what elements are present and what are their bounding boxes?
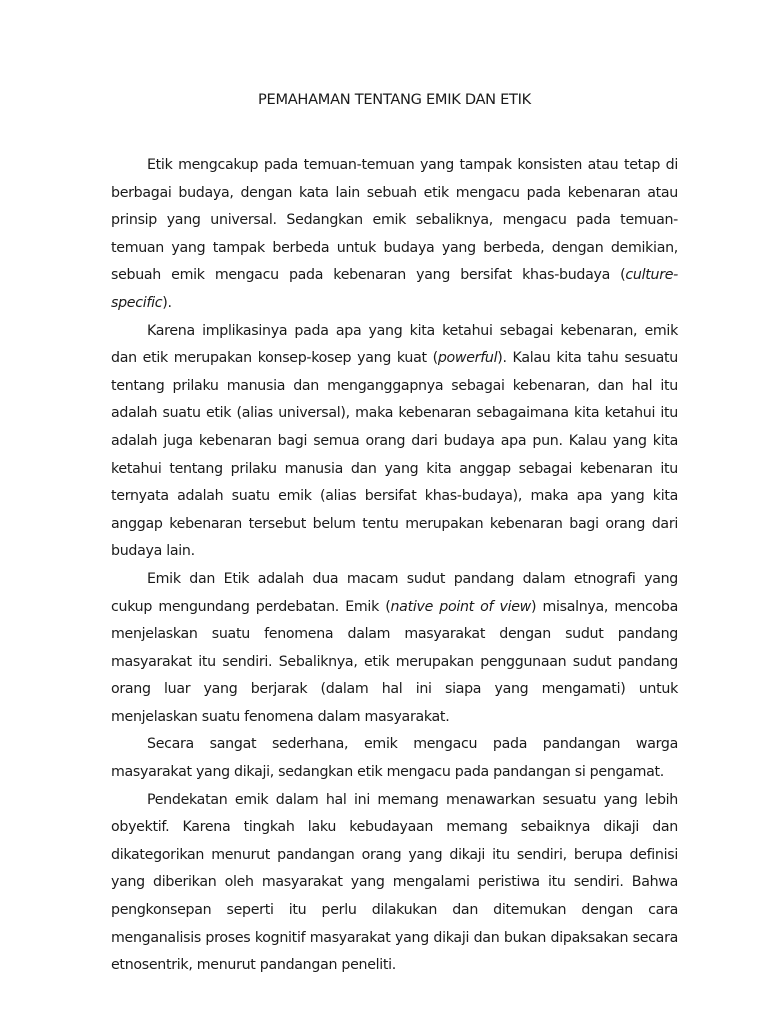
paragraph-4 <box>111 731 678 786</box>
text-run: ). Kalau kita tahu sesuatu tentang prilaku manusia dan menganggapnya sebagai kebenaran, dan hal itu adalah suatu etik (alias universal), maka kebenaran sebagaimana kita ketahui itu adalah juga kebenaran bagi semua orang dari budaya apa pun. Kalau yang kita ketahui tentang prilaku manusia dan yang kita anggap sebagai kebenaran itu ternyata adalah suatu emik (alias bersifat khas-budaya), maka apa yang kita anggap kebenaran tersebut belum tentu merupakan kebenaran bagi orang dari budaya lain. <box>111 350 678 560</box>
paragraph-2 <box>111 318 678 566</box>
paragraph-5 <box>111 787 678 980</box>
text-run: Karena implikasinya pada apa yang kita ketahui sebagai kebenaran, emik dan etik merupakan konsep-kosep yang kuat ( <box>111 322 678 367</box>
text-run: Pendekatan emik dalam hal ini memang menawarkan sesuatu yang lebih obyektif. Karena tingkah laku kebudayaan memang sebaiknya dikaji dan dikategorikan menurut pandangan orang yang dikaji itu sendiri, berupa definisi yang diberikan oleh masyarakat yang mengalami peristiwa itu sendiri. Bahwa pengkonsepan seperti itu perlu dilakukan dan ditemukan dengan cara menganalisis proses kognitif masyarakat yang dikaji dan bukan dipaksakan secara etnosentrik, menurut pandangan peneliti. <box>111 791 678 974</box>
italic-term: culture-specific <box>111 267 678 311</box>
text-run: ) misalnya, mencoba menjelaskan suatu fenomena dalam masyarakat dengan sudut pandang masyarakat itu sendiri. Sebaliknya, etik merupakan penggunaan sudut pandang orang luar yang berjarak (dalam hal ini siapa yang mengamati) untuk menjelaskan suatu fenomena dalam masyarakat. <box>111 598 678 725</box>
paragraph-3 <box>111 566 678 732</box>
text-run: Emik dan Etik adalah dua macam sudut pandang dalam etnografi yang cukup mengundang perdebatan. Emik ( <box>111 570 678 615</box>
text-run: Secara sangat sederhana, emik mengacu pada pandangan warga masyarakat yang dikaji, sedangkan etik mengacu pada pandangan si pengamat. <box>111 736 678 781</box>
paragraph-1 <box>111 152 678 318</box>
italic-term: powerful <box>437 350 498 367</box>
document-title: PEMAHAMAN TENTANG EMIK DAN ETIK <box>258 91 531 108</box>
text-run: ). <box>162 294 172 311</box>
italic-term: native point of view <box>390 598 531 615</box>
text-run: Etik mengcakup pada temuan-temuan yang tampak konsisten atau tetap di berbagai budaya, dengan kata lain sebuah etik mengacu pada kebenaran atau prinsip yang universal. Sedangkan emik sebaliknya, mengacu pada temuan-temuan yang tampak berbeda untuk budaya yang berbeda, dengan demikian, sebuah emik mengacu pada kebenaran yang bersifat khas-budaya ( <box>111 157 678 284</box>
